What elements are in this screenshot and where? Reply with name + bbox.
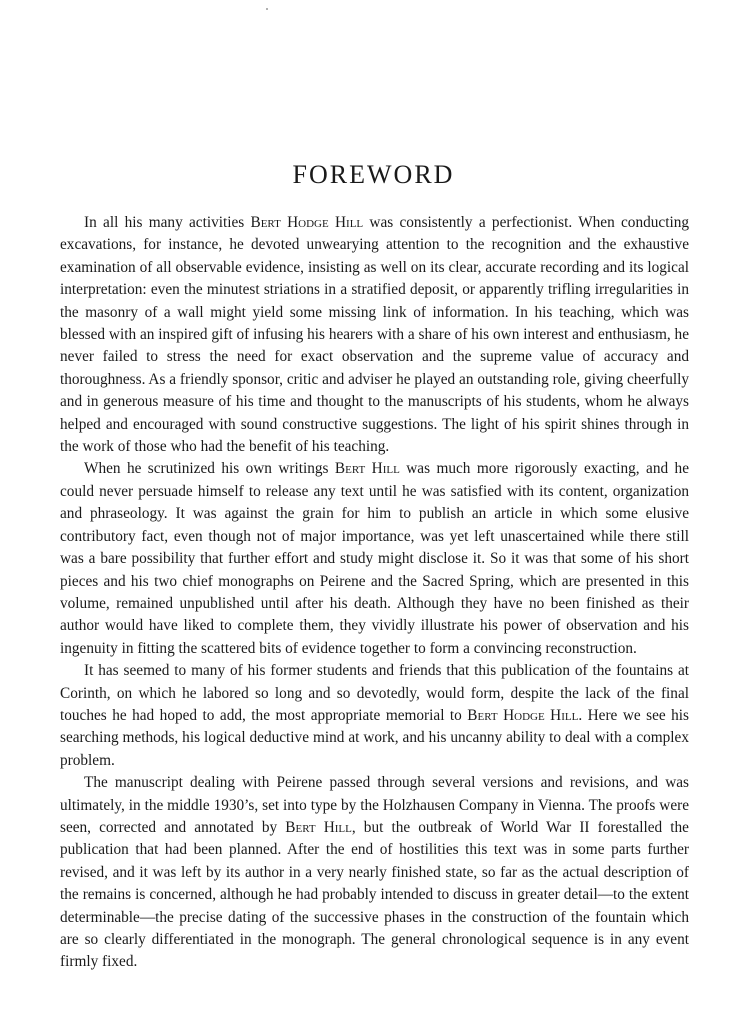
text-run: It has seemed to many of his former students and friends that this publication of the fountains at Corinth, on which he labored so long and so devotedly, would form, despite the lack of the final touches he had hoped to add, the most appropriate memorial to xyxy=(60,662,689,724)
paragraph xyxy=(60,458,689,660)
paragraph xyxy=(60,212,689,458)
author-name: Bert Hodge Hill xyxy=(467,706,579,724)
foreword-body xyxy=(60,212,689,974)
text-run: The manuscript dealing with Peirene passed through several versions and revisions, and was ultimately, in the middle 1930’s, set into type by the Holzhausen Company in Vienna. The proofs were seen, corrected and annotated by xyxy=(60,774,689,836)
page-title: FOREWORD xyxy=(292,160,455,189)
text-run: , but the outbreak of World War II forestalled the publication that had been planned. After the end of hostilities this text was in some parts further revised, and it was left by its author in a very nearly finished state, so far as the actual description of the remains is concerned, although he had probably intended to discuss in greater detail—to the extent determinable—the precise dating of the successive phases in the construction of the fountain which are so clearly differentiated in the monograph. The general chronological sequence is in any event firmly fixed. xyxy=(60,818,689,971)
text-run: . Here we see his searching methods, his logical deductive mind at work, and his uncanny ability to deal with a complex problem. xyxy=(60,706,689,769)
text-run: was much more rigorously exacting, and he could never persuade himself to release any text until he was satisfied with its content, organization and phraseology. It was against the grain for him to publish an article in which some elusive contributory fact, even though not of major importance, was yet left unascertained while there still was a bare possibility that further effort and study might disclose it. So it was that some of his short pieces and his two chief monographs on Peirene and the Sacred Spring, which are presented in this volume, remained unpublished until after his death. Although they have no been finished as their author would have liked to complete them, they vividly illustrate his power of observation and his ingenuity in fitting the scattered bits of evidence together to form a convincing reconstruction. xyxy=(60,460,689,657)
author-name: Bert Hill xyxy=(334,460,400,478)
paragraph xyxy=(60,772,689,974)
author-name: Bert Hodge Hill xyxy=(250,214,364,231)
scan-speck xyxy=(266,8,268,10)
text-run: was consistently a perfectionist. When conducting excavations, for instance, he devoted unwearying attention to the recognition and the exhaustive examination of all observable evidence, insisting as well on its clear, accurate recording and its logical interpretation: even the minutest striations in a stratified deposit, or apparently trifling irregularities in the masonry of a wall might yield some missing link of information. In his teaching, which was blessed with an inspired gift of infusing his hearers with a share of his own interest and enthusiasm, he never failed to stress the need for exact observation and the supreme value of accuracy and thoroughness. As a friendly sponsor, critic and adviser he played an outstanding role, giving cheerfully and in generous measure of his time and thought to the manuscripts of his students, whom he always helped and encouraged with sound constructive suggestions. The light of his spirit shines through in the work of those who had the benefit of his teaching. xyxy=(60,214,689,456)
text-run: In all his many activities xyxy=(84,214,251,231)
text-run: When he scrutinized his own writings xyxy=(84,460,335,478)
paragraph xyxy=(60,660,689,772)
author-name: Bert Hill xyxy=(285,818,352,836)
